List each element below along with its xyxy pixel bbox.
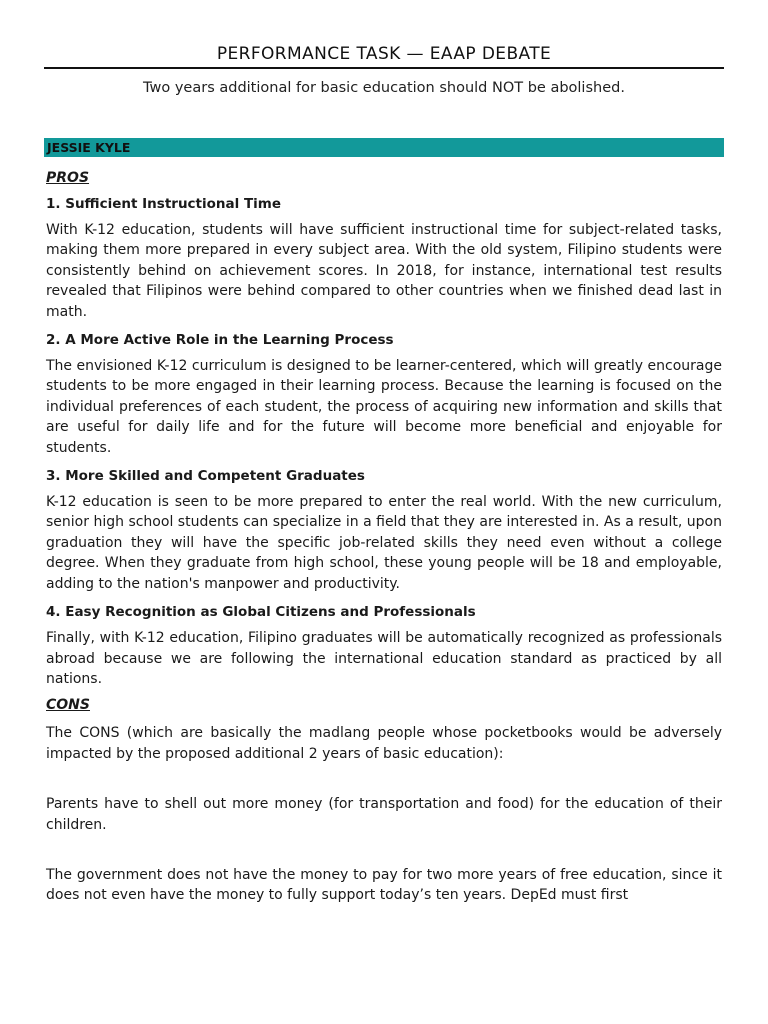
pros-heading-3: 3. More Skilled and Competent Graduates bbox=[46, 468, 365, 485]
pros-body-3: K-12 education is seen to be more prepared to enter the real world. With the new curriculum, senior high school students can specialize in a field that they are interested in. As a result, upon graduation they will have the specific job-related skills they need even without a college degree. When they graduate from high school, these young people will be 18 and employable, adding to the nation's manpower and productivity. bbox=[46, 494, 722, 592]
cons-point-1: Parents have to shell out more money (for transportation and food) for the education of their children. bbox=[46, 796, 722, 833]
document-body bbox=[46, 164, 722, 914]
pros-body-2: The envisioned K-12 curriculum is designed to be learner-centered, which will greatly encourage students to be more engaged in their learning process. Because the learning is focused on the individual preferences of each student, the process of acquiring new information and skills that are useful for daily life and for the future will become more beneficial and enjoyable for students. bbox=[46, 358, 722, 456]
pros-heading-2: 2. A More Active Role in the Learning Process bbox=[46, 332, 394, 349]
pros-label: PROS bbox=[46, 170, 90, 186]
spacer bbox=[46, 843, 722, 865]
spacer bbox=[46, 772, 722, 794]
page-title: PERFORMANCE TASK — EAAP DEBATE bbox=[216, 44, 552, 64]
debate-motion: Two years additional for basic education should NOT be abolished. bbox=[143, 80, 625, 96]
pros-body-4: Finally, with K-12 education, Filipino graduates will be automatically recognized as professionals abroad because we are following the international education standard as practiced by all nations. bbox=[46, 630, 722, 687]
pros-body-1: With K-12 education, students will have sufficient instructional time for subject-related tasks, making them more prepared in every subject area. With the old system, Filipino students were consistently behind on achievement scores. In 2018, for instance, international test results revealed that Filipinos were behind compared to other countries when we finished dead last in math. bbox=[46, 222, 722, 320]
cons-intro: The CONS (which are basically the madlang people whose pocketbooks would be adversely impacted by the proposed additional 2 years of basic education): bbox=[46, 725, 722, 762]
pros-heading-1: 1. Sufficient Instructional Time bbox=[46, 196, 282, 212]
speaker-name-bar: JESSIE KYLE bbox=[44, 138, 724, 157]
pros-heading-4: 4. Easy Recognition as Global Citizens and Professionals bbox=[46, 604, 476, 621]
title-underline-rule bbox=[44, 67, 724, 69]
cons-point-2: The government does not have the money to pay for two more years of free education, since it does not even have the money to fully support today’s ten years. DepEd must first bbox=[46, 866, 722, 904]
cons-label: CONS bbox=[46, 697, 90, 714]
